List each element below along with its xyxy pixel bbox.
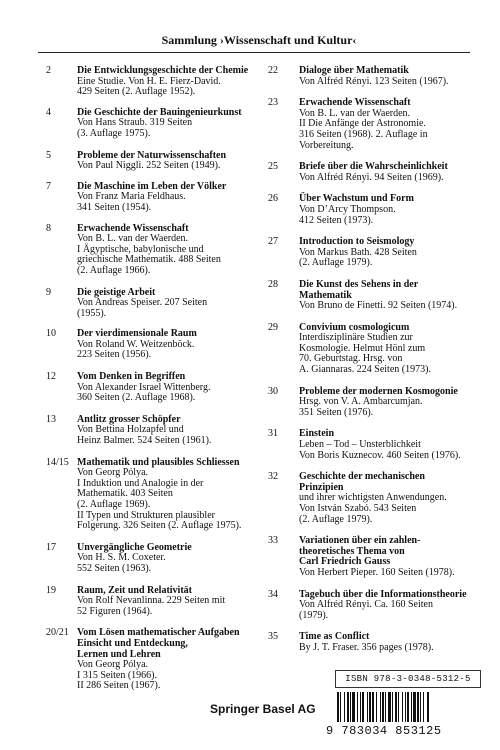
entry-detail: II 286 Seiten (1967). — [77, 680, 161, 692]
entry-detail: II Die Anfänge der Astronomie. — [299, 118, 426, 130]
volume-number: 32 — [268, 471, 278, 483]
series-header: Sammlung ›Wissenschaft und Kultur‹ — [161, 33, 357, 47]
entry-detail: griechische Mathematik. 488 Seiten — [77, 254, 221, 266]
publisher-name: Springer Basel AG — [210, 702, 316, 716]
volume-number: 28 — [268, 278, 278, 290]
catalog-entry — [46, 415, 251, 447]
entry-detail: Von Paul Niggli. 252 Seiten (1949). — [77, 160, 221, 172]
entry-detail: Von D’Arcy Thompson. — [299, 203, 396, 215]
catalog-entry — [268, 280, 480, 312]
entry-detail: (2. Auflage 1979). — [299, 513, 373, 525]
entry-detail: I Ägyptische, babylonische und — [77, 243, 204, 255]
entry-detail: Leben – Tod – Unsterblichkeit — [299, 439, 421, 451]
entry-detail: Von Herbert Pieper. 160 Seiten (1978). — [299, 566, 455, 578]
left-column — [46, 66, 251, 692]
entry-detail: Vorbereitung. — [299, 139, 354, 151]
volume-number: 20/21 — [46, 627, 69, 639]
catalog-entry — [46, 182, 251, 214]
entry-detail: Von Andreas Speiser. 207 Seiten — [77, 297, 208, 309]
volume-number: 5 — [46, 149, 51, 161]
entry-detail: (2. Auflage 1966). — [77, 264, 151, 276]
entry-title: Einsicht und Entdeckung, — [77, 637, 188, 649]
volume-number: 35 — [268, 631, 278, 643]
entry-detail: Von Hans Straub. 319 Seiten — [77, 117, 193, 129]
entry-detail: Folgerung. 326 Seiten (2. Auflage 1975). — [77, 520, 242, 532]
entry-detail: Hrsg. von V. A. Ambarcumjan. — [299, 396, 423, 408]
catalog-entry — [46, 458, 251, 532]
entry-detail: Von Roland W. Weitzenböck. — [77, 338, 195, 350]
entry-title: theoretisches Thema von — [299, 545, 405, 557]
entry-detail: I 315 Seiten (1966). — [77, 669, 157, 681]
entry-detail: 429 Seiten (2. Auflage 1952). — [77, 86, 196, 98]
entry-detail: I Induktion und Analogie in der — [77, 477, 204, 489]
catalog-entry — [46, 543, 251, 575]
entry-title: Antlitz grosser Schöpfer — [77, 413, 181, 425]
entry-title: Vom Lösen mathematischer Aufgaben — [77, 627, 240, 639]
volume-number: 23 — [268, 97, 278, 109]
entry-detail: (1955). — [77, 307, 107, 319]
entry-detail: (1979). — [299, 609, 329, 621]
entry-title: Probleme der Naturwissenschaften — [77, 149, 227, 161]
entry-title: Vom Denken in Begriffen — [77, 371, 186, 383]
entry-detail: Von Boris Kuznecov. 460 Seiten (1976). — [299, 449, 461, 461]
volume-number: 2 — [46, 65, 51, 76]
catalog-entry — [46, 108, 251, 140]
entry-title: Prinzipien — [299, 481, 344, 493]
entry-title: Erwachende Wissenschaft — [299, 97, 411, 109]
entry-detail: (2. Auflage 1969). — [77, 499, 151, 510]
volume-number: 8 — [46, 222, 51, 234]
catalog-entry — [46, 586, 251, 618]
entry-detail: Von Alfréd Rényi. 123 Seiten (1967). — [299, 75, 449, 87]
entry-detail: 52 Figuren (1964). — [77, 605, 153, 617]
catalog-entry — [268, 429, 480, 461]
volume-number: 4 — [46, 106, 51, 118]
entry-detail: Von Georg Pólya. — [77, 467, 149, 479]
volume-number: 26 — [268, 193, 278, 205]
entry-title: Die geistige Arbeit — [77, 286, 156, 298]
entry-title: Introduction to Seismology — [299, 236, 415, 248]
catalog-entry — [46, 288, 251, 320]
catalog-entry — [46, 66, 251, 98]
entry-detail: 360 Seiten (2. Auflage 1968). — [77, 392, 196, 404]
entry-detail: A. Giannaras. 224 Seiten (1973). — [299, 364, 431, 376]
entry-title: Tagebuch über die Informationstheorie — [299, 588, 467, 600]
entry-detail: Mathematik. 403 Seiten — [77, 488, 173, 500]
entry-title: Briefe über die Wahrscheinlichkeit — [299, 161, 448, 173]
entry-title: Carl Friedrich Gauss — [299, 556, 391, 568]
entry-detail: Von Georg Pólya. — [77, 659, 149, 671]
volume-number: 14/15 — [46, 456, 69, 468]
entry-title: Die Geschichte der Bauingenieurkunst — [77, 106, 242, 118]
entry-title: Die Kunst des Sehens in der — [299, 278, 419, 290]
barcode-image — [335, 692, 481, 722]
volume-number: 7 — [46, 180, 51, 192]
entry-detail: 316 Seiten (1968). 2. Auflage in — [299, 128, 428, 140]
entry-detail: Interdisziplinäre Studien zur — [299, 332, 413, 344]
entry-title: Mathematik — [299, 289, 352, 301]
entry-title: Unvergängliche Geometrie — [77, 541, 192, 553]
entry-detail: 351 Seiten (1976). — [299, 406, 374, 418]
entry-detail: Von István Szabó. 543 Seiten — [299, 503, 417, 514]
right-column — [268, 66, 480, 654]
entry-title: Probleme der modernen Kosmogonie — [299, 385, 458, 397]
volume-number: 9 — [46, 286, 51, 298]
entry-detail: Heinz Balmer. 524 Seiten (1961). — [77, 435, 212, 447]
catalog-entry — [46, 372, 251, 404]
entry-title: Dialoge über Mathematik — [299, 65, 409, 76]
entry-detail: Eine Studie. Von H. E. Fierz-David. — [77, 75, 221, 87]
entry-title: Geschichte der mechanischen — [299, 471, 425, 483]
volume-number: 10 — [46, 328, 56, 340]
entry-detail: 70. Geburtstag. Hrsg. von — [299, 353, 403, 365]
volume-number: 19 — [46, 584, 56, 596]
entry-detail: Von Bruno de Finetti. 92 Seiten (1974). — [299, 300, 458, 312]
entry-detail: Von Alexander Israel Wittenberg. — [77, 381, 211, 393]
entry-detail: Von Franz Maria Feldhaus. — [77, 191, 186, 203]
entry-detail: und ihrer wichtigsten Anwendungen. — [299, 492, 447, 504]
entry-detail: 341 Seiten (1954). — [77, 201, 152, 213]
entry-title: Raum, Zeit und Relativität — [77, 584, 192, 596]
entry-title: Über Wachstum und Form — [299, 193, 414, 205]
entry-detail: Von H. S. M. Coxeter. — [77, 552, 166, 564]
entry-detail: 552 Seiten (1963). — [77, 562, 152, 574]
entry-detail: Von Bettina Holzapfel und — [77, 424, 184, 436]
entry-title: Einstein — [299, 428, 335, 440]
volume-number: 22 — [268, 65, 278, 76]
catalog-entry — [268, 237, 480, 269]
volume-number: 29 — [268, 321, 278, 333]
volume-number: 34 — [268, 588, 278, 600]
header-rule — [38, 52, 470, 53]
entry-detail: II Typen und Strukturen plausibler — [77, 509, 215, 521]
entry-detail: Von Rolf Nevanlinna. 229 Seiten mit — [77, 595, 226, 607]
entry-detail: Von Alfréd Rényi. 94 Seiten (1969). — [299, 171, 444, 183]
catalog-entry — [46, 151, 251, 172]
entry-title: Time as Conflict — [299, 631, 370, 643]
entry-title: Die Entwicklungsgeschichte der Chemie — [77, 65, 249, 76]
entry-title: Mathematik und plausibles Schliessen — [77, 456, 240, 468]
entry-detail: Von B. L. van der Waerden. — [77, 233, 189, 245]
entry-title: Die Maschine im Leben der Völker — [77, 180, 227, 192]
entry-detail: (2. Auflage 1979). — [299, 257, 373, 269]
catalog-entry — [268, 162, 480, 183]
catalog-entry — [268, 387, 480, 419]
entry-title: Der vierdimensionale Raum — [77, 328, 197, 340]
entry-title: Erwachende Wissenschaft — [77, 222, 189, 234]
entry-detail: Von B. L. van der Waerden. — [299, 107, 411, 119]
catalog-entry — [268, 66, 480, 87]
entry-title: Convivium cosmologicum — [299, 321, 410, 333]
catalog-entry — [46, 224, 251, 277]
barcode-digits: 9 783034 853125 — [326, 724, 442, 738]
catalog-entry — [268, 98, 480, 151]
volume-number: 33 — [268, 535, 278, 547]
catalog-entry — [268, 632, 480, 653]
catalog-entry — [268, 472, 480, 525]
entry-detail: Kosmologie. Helmut Hönl zum — [299, 342, 426, 354]
entry-detail: Von Markus Bath. 428 Seiten — [299, 246, 417, 258]
entry-detail: Von Alfréd Rényi. Ca. 160 Seiten — [299, 599, 433, 611]
entry-detail: (3. Auflage 1975). — [77, 127, 151, 139]
catalog-entry — [268, 590, 480, 622]
entry-detail: 223 Seiten (1956). — [77, 349, 152, 361]
entry-title: Variationen über ein zahlen- — [299, 535, 421, 547]
entry-title: Lernen und Lehren — [77, 648, 161, 660]
volume-number: 17 — [46, 541, 56, 553]
catalog-entry — [46, 329, 251, 361]
volume-number: 27 — [268, 236, 278, 248]
entry-detail: By J. T. Fraser. 356 pages (1978). — [299, 641, 434, 653]
volume-number: 25 — [268, 161, 278, 173]
volume-number: 12 — [46, 371, 56, 383]
volume-number: 30 — [268, 385, 278, 397]
isbn-label: ISBN 978-3-0348-5312-5 — [335, 670, 481, 688]
catalog-entry — [268, 194, 480, 226]
entry-detail: 412 Seiten (1973). — [299, 214, 374, 226]
catalog-entry — [268, 323, 480, 376]
catalog-entry — [46, 628, 251, 692]
catalog-entry — [268, 536, 480, 578]
volume-number: 13 — [46, 413, 56, 425]
volume-number: 31 — [268, 428, 278, 440]
